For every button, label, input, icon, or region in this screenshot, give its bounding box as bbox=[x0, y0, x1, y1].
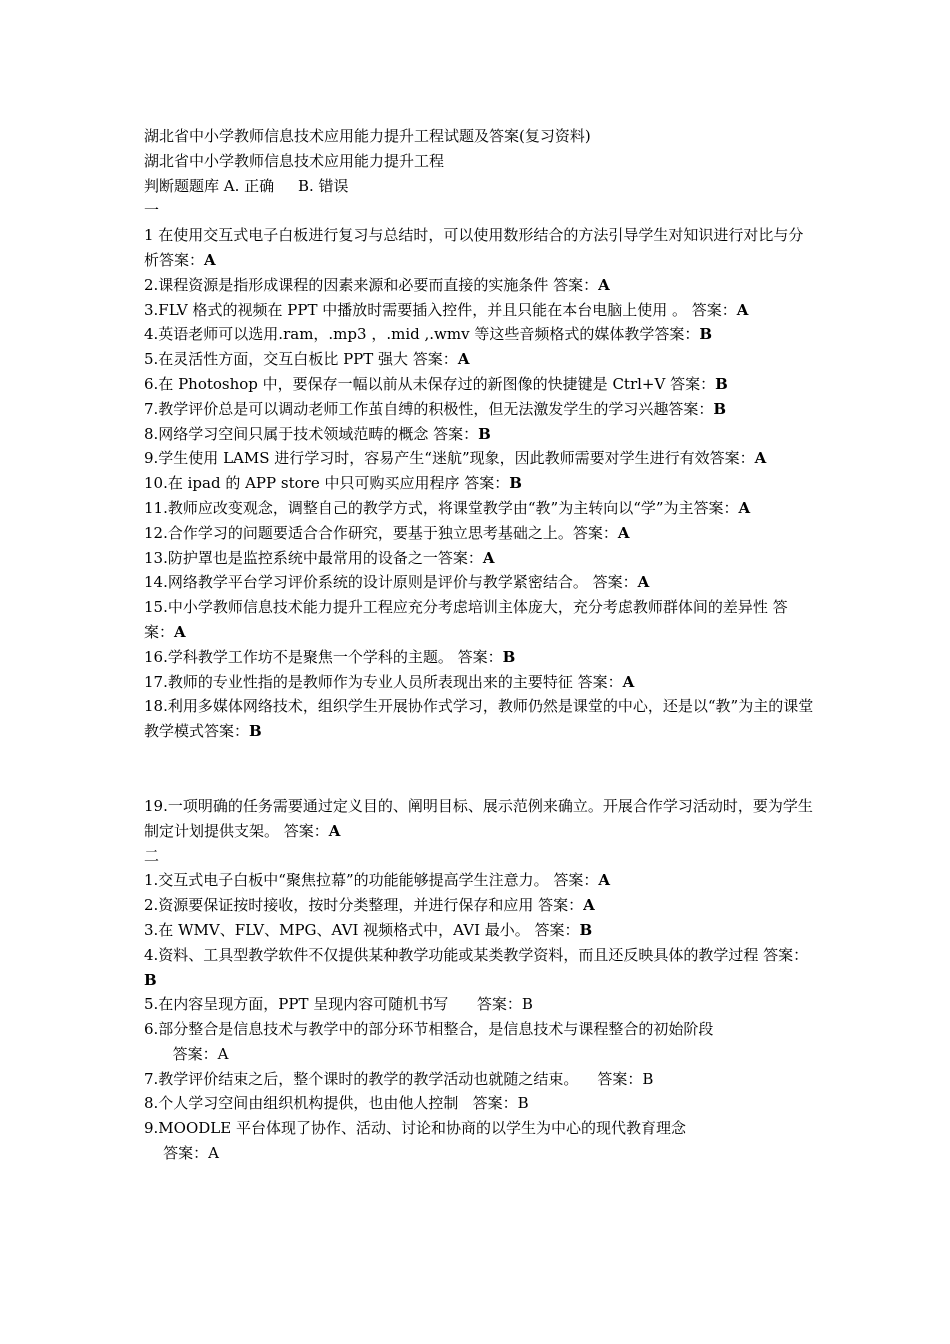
question-item: 1 在使用交互式电子白板进行复习与总结时，可以使用数形结合的方法引导学生对知识进行对比与分析答案：A bbox=[144, 226, 804, 269]
section-one-list bbox=[144, 223, 816, 744]
question-item: 5.在灵活性方面，交互白板比 PPT 强大 答案：A bbox=[144, 350, 470, 369]
section-two-label: 二 bbox=[144, 846, 160, 865]
answer-key: B bbox=[249, 722, 262, 741]
answer-key: A bbox=[598, 275, 610, 294]
question-item: 3.在 WMV、FLV、MPG、AVI 视频格式中，AVI 最小。 答案：B bbox=[144, 920, 593, 939]
question-item: 12.合作学习的问题要适合合作研究，要基于独立思考基础之上。答案：A bbox=[144, 523, 630, 542]
answer-key: B bbox=[713, 399, 727, 418]
answer-key: A bbox=[736, 300, 749, 319]
answer-key: B bbox=[509, 474, 522, 493]
document-page bbox=[144, 124, 816, 1166]
question-item: 2.课程资源是指形成课程的因素来源和必要而直接的实施条件 答案：A bbox=[144, 275, 610, 294]
answer-line: 答案：A bbox=[144, 1044, 229, 1063]
question-item: 10.在 ipad 的 APP store 中只可购买应用程序 答案：B bbox=[144, 474, 522, 493]
answer-key: A bbox=[738, 498, 751, 517]
question-item: 16.学科教学工作坊不是聚焦一个学科的主题。 答案：B bbox=[144, 647, 516, 666]
answer-key: A bbox=[637, 573, 650, 592]
question-item: 4.英语老师可以选用.ram，.mp3 ，.mid ,.wmv 等这些音频格式的媒体教学答案：B bbox=[144, 325, 713, 344]
answer-key: A bbox=[754, 449, 767, 468]
document-title: 湖北省中小学教师信息技术应用能力提升工程试题及答案(复习资料) bbox=[144, 127, 591, 145]
question-item: 6.在 Photoshop 中，要保存一幅以前从未保存过的新图像的快捷键是 Ctrl+V 答案：B bbox=[144, 374, 728, 393]
answer-key: A bbox=[598, 871, 611, 890]
question-item: 6.部分整合是信息技术与教学中的部分环节相整合，是信息技术与课程整合的初始阶段 bbox=[144, 1020, 714, 1039]
question-item: 1.交互式电子白板中“聚焦拉幕”的功能能够提高学生注意力。 答案：A bbox=[144, 871, 611, 890]
answer-key: A bbox=[328, 821, 341, 840]
question-item: 18.利用多媒体网络技术，组织学生开展协作式学习，教师仍然是课堂的中心，还是以“教”为主的课堂教学模式答案：B bbox=[144, 697, 814, 741]
question-item: 15.中小学教师信息技术能力提升工程应充分考虑培训主体庞大，充分考虑教师群体间的差异性 答案：A bbox=[144, 598, 788, 641]
answer-key: A bbox=[583, 896, 595, 915]
answer-key: B bbox=[579, 920, 593, 939]
question-item: 4.资料、工具型教学软件不仅提供某种教学功能或某类教学资料，而且还反映具体的教学过程 答案：B bbox=[144, 945, 809, 989]
question-item: 11.教师应改变观念，调整自己的教学方式，将课堂教学由“教”为主转向以“学”为主答案：A bbox=[144, 498, 751, 517]
answer-key: A bbox=[622, 672, 635, 691]
answer-key: B bbox=[478, 424, 491, 443]
answer-key: A bbox=[457, 350, 470, 369]
question-item: 14.网络教学平台学习评价系统的设计原则是评价与教学紧密结合。 答案：A bbox=[144, 573, 650, 592]
answer-line: 答案：A bbox=[144, 1144, 219, 1163]
question-item: 2.资源要保证按时接收，按时分类整理，并进行保存和应用 答案：A bbox=[144, 896, 595, 915]
document-subtitle: 湖北省中小学教师信息技术应用能力提升工程 bbox=[144, 151, 445, 170]
question-item: 9.学生使用 LAMS 进行学习时，容易产生“迷航”现象，因此教师需要对学生进行有效答案：A bbox=[144, 449, 767, 468]
answer-key: B bbox=[715, 374, 728, 393]
answer-key: A bbox=[617, 523, 630, 542]
question-item: 3.FLV 格式的视频在 PPT 中播放时需要插入控件，并且只能在本台电脑上使用 。 答案：A bbox=[144, 300, 749, 319]
question-type-heading: 判断题题库 A. 正确 B. 错误 bbox=[144, 176, 349, 195]
section-one-label: 一 bbox=[144, 201, 160, 220]
answer-key: B bbox=[502, 647, 516, 666]
question-item: 13.防护罩也是监控系统中最常用的设备之一答案：A bbox=[144, 548, 495, 567]
question-item: 5.在内容呈现方面，PPT 呈现内容可随机书写 答案：B bbox=[144, 995, 533, 1014]
answer-key: A bbox=[174, 622, 186, 641]
section-two-list bbox=[144, 868, 816, 1166]
question-item: 8.网络学习空间只属于技术领域范畴的概念 答案：B bbox=[144, 424, 491, 443]
question-item: 8.个人学习空间由组织机构提供，也由他人控制 答案：B bbox=[144, 1094, 529, 1113]
blank-spacer bbox=[144, 744, 816, 794]
answer-key: A bbox=[482, 548, 495, 567]
answer-key: B bbox=[699, 325, 713, 344]
question-item: 7.教学评价总是可以调动老师工作茧自缚的积极性，但无法激发学生的学习兴趣答案：B bbox=[144, 399, 727, 418]
answer-key: A bbox=[204, 250, 216, 269]
answer-key: B bbox=[144, 970, 157, 989]
question-item: 7.教学评价结束之后，整个课时的教学的教学活动也就随之结束。 答案：B bbox=[144, 1069, 654, 1088]
question-item: 17.教师的专业性指的是教师作为专业人员所表现出来的主要特征 答案：A bbox=[144, 672, 635, 691]
question-item: 19.一项明确的任务需要通过定义目的、阐明目标、展示范例来确立。开展合作学习活动时，要为学生制定计划提供支架。 答案：A bbox=[144, 796, 813, 840]
question-item: 9.MOODLE 平台体现了协作、活动、讨论和协商的以学生为中心的现代教育理念 bbox=[144, 1119, 686, 1138]
